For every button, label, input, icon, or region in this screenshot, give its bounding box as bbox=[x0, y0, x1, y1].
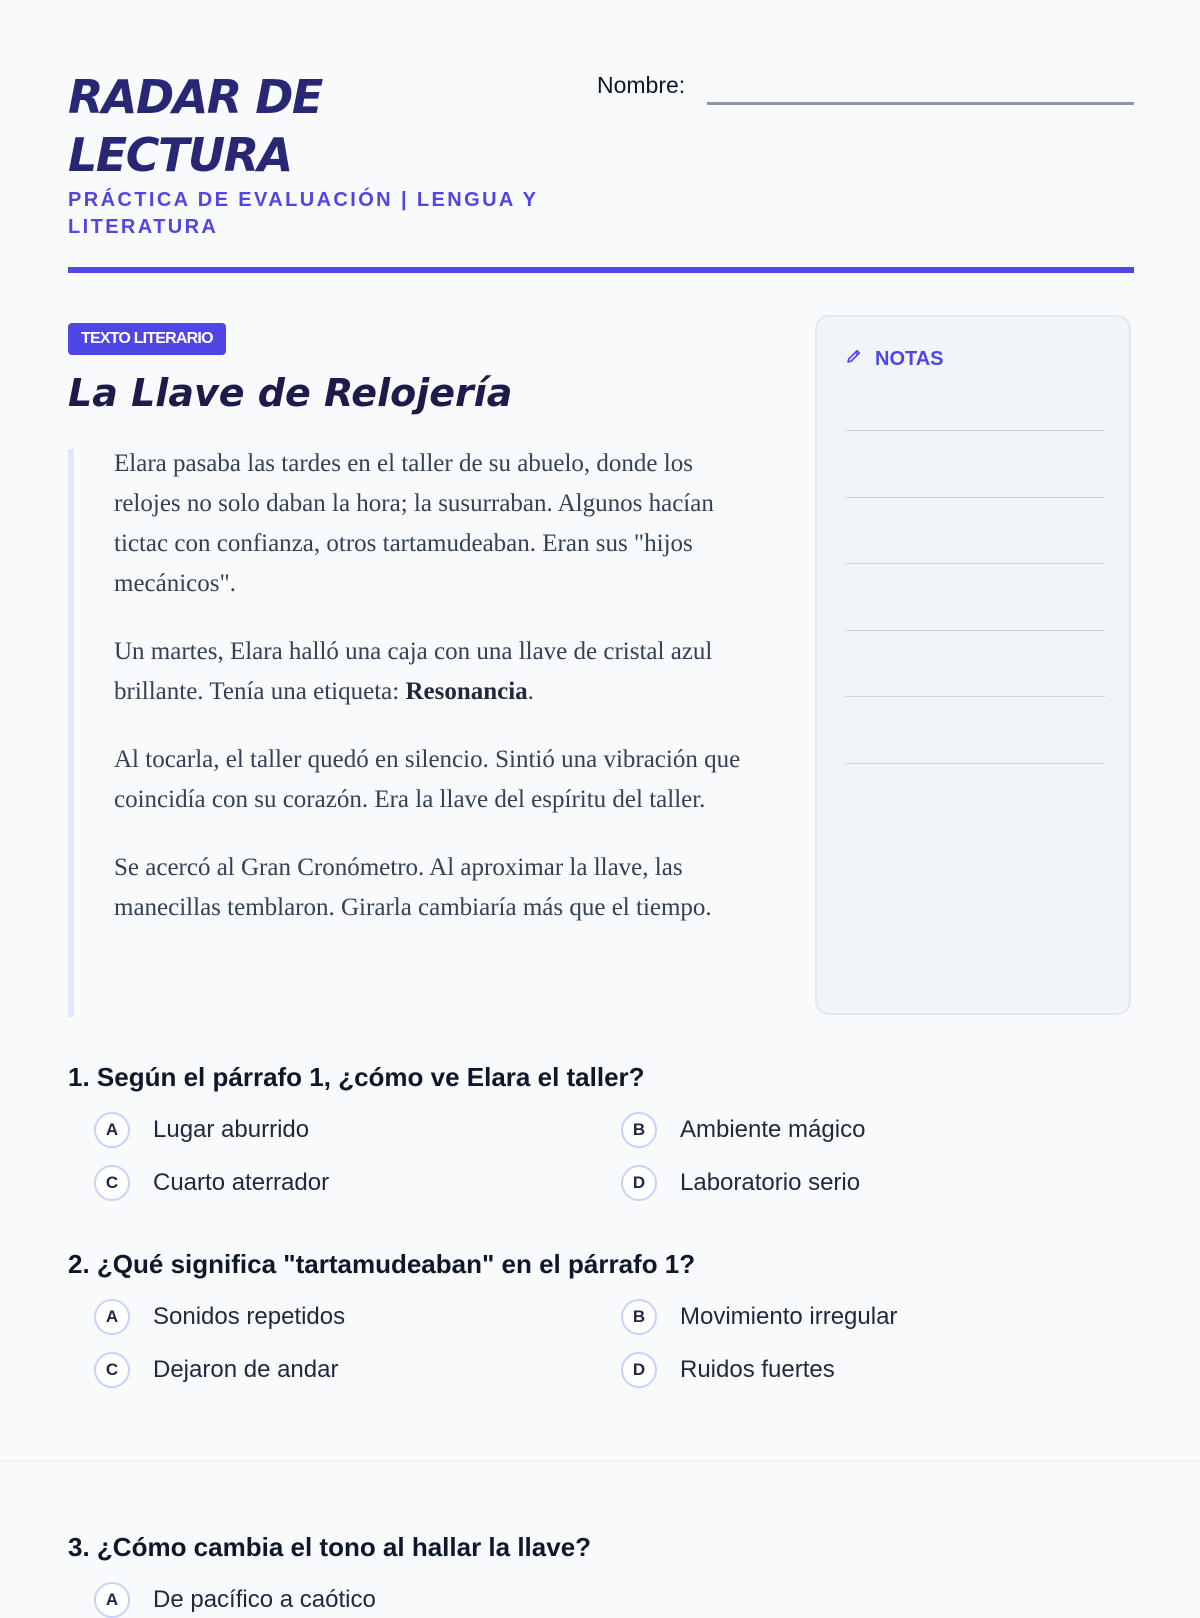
story-title: La Llave de Relojería bbox=[68, 371, 513, 415]
pencil-icon bbox=[845, 347, 863, 371]
name-label: Nombre: bbox=[597, 72, 686, 98]
story-paragraph-3: Al tocarla, el taller quedó en silencio. Sintió una vibración que coincidía con su corazón. Era la llave del espíritu del taller. bbox=[114, 746, 741, 813]
option-text: Cuarto aterrador bbox=[153, 1169, 330, 1196]
question-2-text: 2. ¿Qué significa "tartamudeaban" en el párrafo 1? bbox=[68, 1249, 696, 1279]
story-paragraph-2-text: Un martes, Elara halló una caja con una llave de cristal azul brillante. Tenía una etiqueta: bbox=[114, 638, 713, 705]
option-text: Sonidos repetidos bbox=[153, 1303, 346, 1330]
option-text: Lugar aburrido bbox=[153, 1116, 310, 1143]
option-letter: C bbox=[94, 1165, 130, 1201]
worksheet-subtitle: PRÁCTICA DE EVALUACIÓN | LENGUA Y LITERATURA bbox=[68, 189, 539, 238]
option-text: Movimiento irregular bbox=[680, 1303, 898, 1330]
q1-option-b[interactable] bbox=[621, 1112, 865, 1148]
page-divider bbox=[0, 1460, 1200, 1462]
notes-line bbox=[845, 630, 1105, 631]
option-text: Dejaron de andar bbox=[153, 1356, 339, 1383]
notes-line bbox=[845, 563, 1105, 564]
notes-title: NOTAS bbox=[875, 347, 944, 370]
story-paragraph-1: Elara pasaba las tardes en el taller de su abuelo, donde los relojes no solo daban la hora; la susurraban. Algunos hacían tictac con confianza, otros tartamudeaban. Eran sus "hijos mecánicos". bbox=[114, 450, 714, 597]
notes-header bbox=[845, 347, 944, 371]
name-field[interactable] bbox=[707, 102, 1134, 105]
notes-panel[interactable] bbox=[815, 315, 1131, 1015]
option-letter: B bbox=[621, 1112, 657, 1148]
story-paragraph-4: Se acercó al Gran Cronómetro. Al aproximar la llave, las manecillas temblaron. Girarla cambiaría más que el tiempo. bbox=[114, 854, 712, 921]
story-key-term: Resonancia bbox=[405, 678, 528, 705]
question-2 bbox=[68, 1247, 1134, 1383]
question-1-text: 1. Según el párrafo 1, ¿cómo ve Elara el taller? bbox=[68, 1062, 645, 1092]
q2-option-c[interactable] bbox=[94, 1352, 338, 1388]
story-paragraph-2 bbox=[74, 632, 764, 712]
question-3 bbox=[68, 1530, 1134, 1613]
option-text: Ruidos fuertes bbox=[680, 1356, 835, 1383]
genre-badge: TEXTO LITERARIO bbox=[68, 323, 226, 355]
question-3-text: 3. ¿Cómo cambia el tono al hallar la llave? bbox=[68, 1532, 592, 1562]
q3-option-a[interactable] bbox=[94, 1582, 376, 1618]
option-text: De pacífico a caótico bbox=[153, 1586, 376, 1613]
option-letter: D bbox=[621, 1352, 657, 1388]
option-letter: A bbox=[94, 1299, 130, 1335]
option-letter: C bbox=[94, 1352, 130, 1388]
notes-line bbox=[845, 497, 1105, 498]
q2-option-a[interactable] bbox=[94, 1299, 345, 1335]
worksheet-title: RADAR DE LECTURA bbox=[68, 70, 322, 182]
notes-line bbox=[845, 763, 1105, 764]
option-text: Laboratorio serio bbox=[680, 1169, 861, 1196]
q1-option-a[interactable] bbox=[94, 1112, 309, 1148]
option-letter: A bbox=[94, 1112, 130, 1148]
notes-line bbox=[845, 430, 1105, 431]
story-text bbox=[68, 449, 764, 1017]
q2-option-d[interactable] bbox=[621, 1352, 835, 1388]
question-1 bbox=[68, 1060, 1134, 1196]
header-divider bbox=[68, 267, 1134, 273]
q2-option-b[interactable] bbox=[621, 1299, 897, 1335]
q1-option-c[interactable] bbox=[94, 1165, 329, 1201]
story-paragraph-2-tail: . bbox=[527, 678, 534, 705]
option-letter: D bbox=[621, 1165, 657, 1201]
option-letter: A bbox=[94, 1582, 130, 1618]
q1-option-d[interactable] bbox=[621, 1165, 860, 1201]
option-text: Ambiente mágico bbox=[680, 1116, 866, 1143]
option-letter: B bbox=[621, 1299, 657, 1335]
notes-line bbox=[845, 696, 1105, 697]
